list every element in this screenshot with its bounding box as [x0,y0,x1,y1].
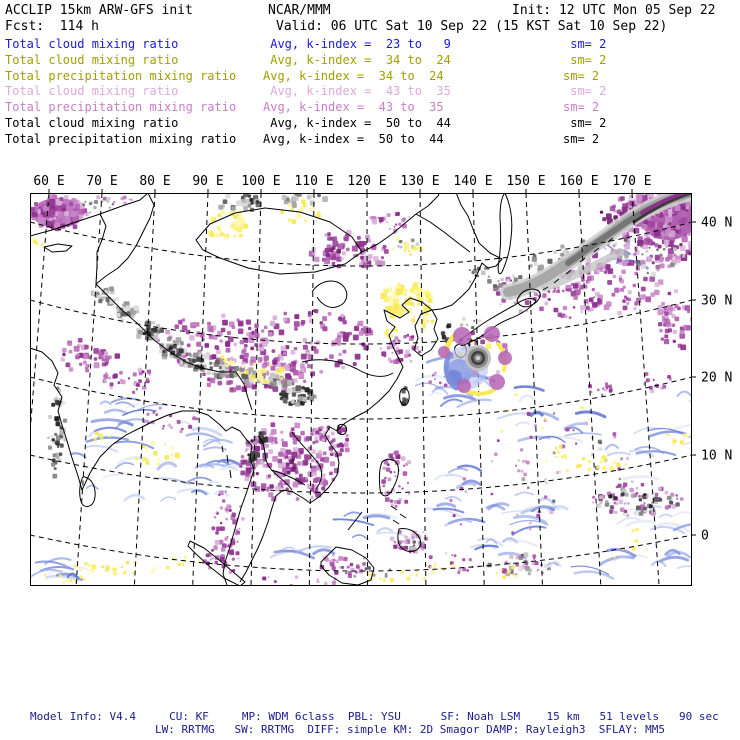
lon-label: 170 E [612,174,652,189]
legend-kindex: Avg, k-index = 50 to 44 [263,116,451,130]
legend-label: Total cloud mixing ratio [5,37,179,51]
legend-sm: sm= 2 [563,131,600,146]
init-time: Init: 12 UTC Mon 05 Sep 22 [512,3,716,18]
legend-kindex: Avg, k-index = 43 to 35 [263,84,451,99]
legend-kindex: Avg, k-index = 34 to 24 [263,68,444,83]
lon-label: 140 E [453,174,493,189]
model-info-line2: LW: RRTMG SW: RRTMG DIFF: simple KM: 2D Smagor DAMP: Rayleigh3 SFLAY: MM5 [155,723,665,736]
lon-label: 90 E [192,174,224,189]
legend-sm: sm= 2 [563,116,607,130]
legend-sm: sm= 2 [563,37,607,51]
legend-sm: sm= 2 [563,84,607,99]
legend-kindex: Avg, k-index = 50 to 44 [263,131,444,146]
lat-label: 0 [701,528,709,544]
model-title: ACCLIP 15km ARW-GFS init [5,3,193,18]
legend-kindex: Avg, k-index = 23 to 9 [263,37,451,51]
legend-sm: sm= 2 [563,52,607,67]
lon-label: 60 E [33,174,65,189]
forecast-hour: Fcst: 114 h [5,19,99,34]
legend-kindex: Avg, k-index = 43 to 35 [263,100,444,115]
lon-label: 70 E [86,174,118,189]
lat-label: 30 N [701,293,733,309]
blue-wisp-layer [30,242,724,581]
legend-sm: sm= 2 [563,100,600,115]
valid-time: Valid: 06 UTC Sat 10 Sep 22 (15 KST Sat 10 Sep 22) [276,19,668,34]
typhoon [438,326,512,394]
legend-label: Total precipitation mixing ratio [5,68,237,83]
lon-label: 130 E [400,174,440,189]
lon-label: 80 E [139,174,171,189]
legend-label: Total cloud mixing ratio [5,84,179,99]
lat-label: 20 N [701,370,733,386]
map-inner [18,190,725,588]
org-name: NCAR/MMM [268,3,331,18]
lon-label: 110 E [294,174,334,189]
lon-label: 160 E [559,174,599,189]
legend-kindex: Avg, k-index = 34 to 24 [263,52,451,67]
legend-label: Total precipitation mixing ratio [5,100,237,115]
legend-label: Total cloud mixing ratio [5,116,179,130]
lon-label: 120 E [347,174,387,189]
legend-sm: sm= 2 [563,68,600,83]
lon-label: 100 E [241,174,281,189]
model-info-line1: Model Info: V4.4 CU: KF MP: WDM 6class PBL: YSU SF: Noah LSM 15 km 51 levels 90 sec [30,710,719,723]
lat-label: 10 N [701,448,733,464]
lon-label: 150 E [506,174,546,189]
legend-label: Total precipitation mixing ratio [5,131,237,146]
lat-label: 40 N [701,215,733,231]
coastline-layer [30,190,613,586]
legend-label: Total cloud mixing ratio [5,52,179,67]
